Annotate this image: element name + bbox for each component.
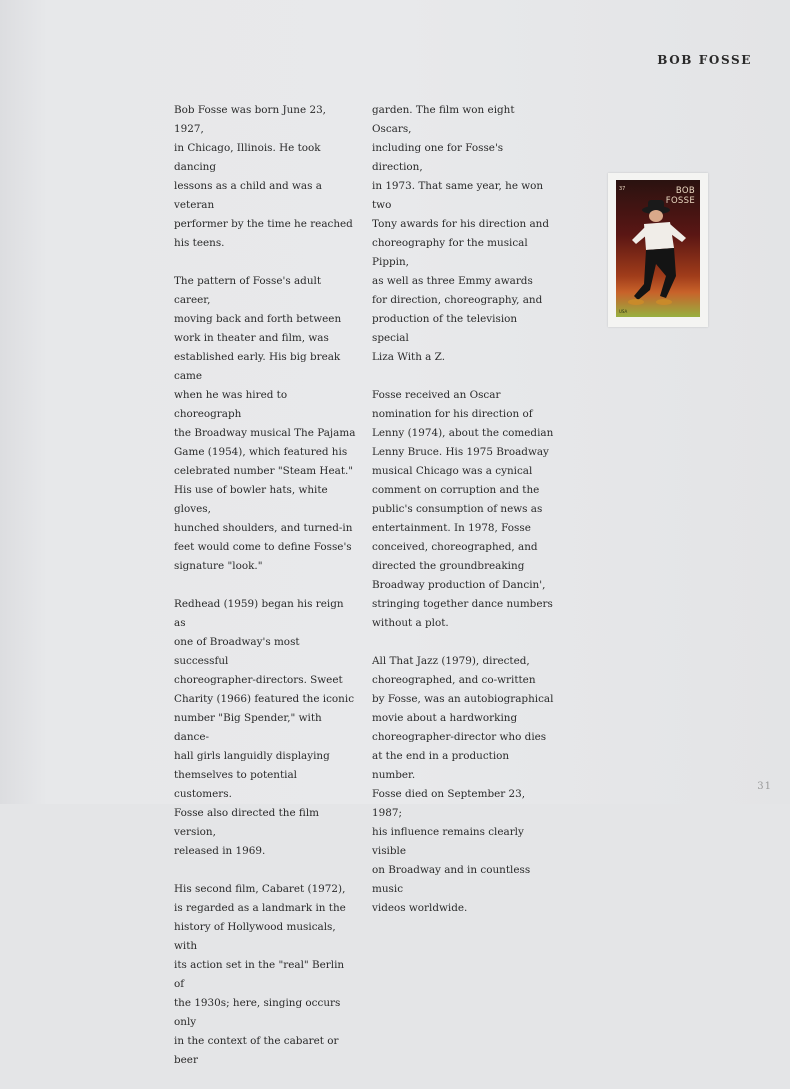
paragraph: The pattern of Fosse's adult career, moving back and forth between work in theater and film, was established early. His big break came when he was hired to choreograph the Broadway musical The Pajama Game (1954), which featured his celebrated number "Steam Heat." His use of bowler hats, white gloves, hunched shoulders, and turned-in feet would come to define Fosse's signature "look."	[174, 275, 356, 572]
left-text-column	[174, 101, 356, 1089]
page-header: BOB FOSSE	[657, 53, 752, 67]
paragraph: Fosse received an Oscar nomination for his direction of Lenny (1974), about the comedian Lenny Bruce. His 1975 Broadway musical Chicago was a cynical comment on corruption and the public's consumption of news as entertainment. In 1978, Fosse conceived, choreographed, and directed the groundbreaking Broadway production of Dancin', stringing together dance numbers without a plot.	[372, 389, 554, 629]
paragraph: Redhead (1959) began his reign as one of Broadway's most successful choreographer-directors. Sweet Charity (1966) featured the iconic number "Big Spender," with dance- hall girls languidly displaying themselves to potential customers. Fosse also directed the film version, released in 1969.	[174, 598, 355, 857]
stamp-denomination: 37	[619, 186, 626, 192]
paragraph: Bob Fosse was born June 23, 1927, in Chicago, Illinois. He took dancing lessons as a child and was a veteran performer by the time he reached his teens.	[174, 104, 353, 249]
page-number: 31	[757, 781, 772, 792]
stamp-artwork	[616, 180, 700, 317]
paragraph: His second film, Cabaret (1972), is regarded as a landmark in the history of Hollywood musicals, with its action set in the "real" Berlin of the 1930s; here, singing occurs only in the context of the cabaret or beer	[174, 883, 346, 1066]
paragraph: All That Jazz (1979), directed, choreographed, and co-written by Fosse, was an autobiographical movie about a hardworking choreographer-director who dies at the end in a production number. Fosse died on September 23, 1987; his influence remains clearly visible on Broadway and in countless music videos worldwide.	[372, 655, 554, 914]
right-text-column	[372, 101, 554, 937]
stamp-country: USA	[619, 309, 628, 314]
stamp-title-line2: FOSSE	[665, 196, 695, 206]
stamp-title-line1: BOB	[675, 186, 695, 196]
stamp-title	[666, 186, 695, 206]
paragraph: garden. The film won eight Oscars, including one for Fosse's direction, in 1973. That same year, he won two Tony awards for his direction and choreography for the musical Pippin, as well as three Emmy awards for direction, choreography, and production of the television special Liza With a Z.	[372, 104, 550, 363]
bob-fosse-stamp	[608, 173, 708, 327]
